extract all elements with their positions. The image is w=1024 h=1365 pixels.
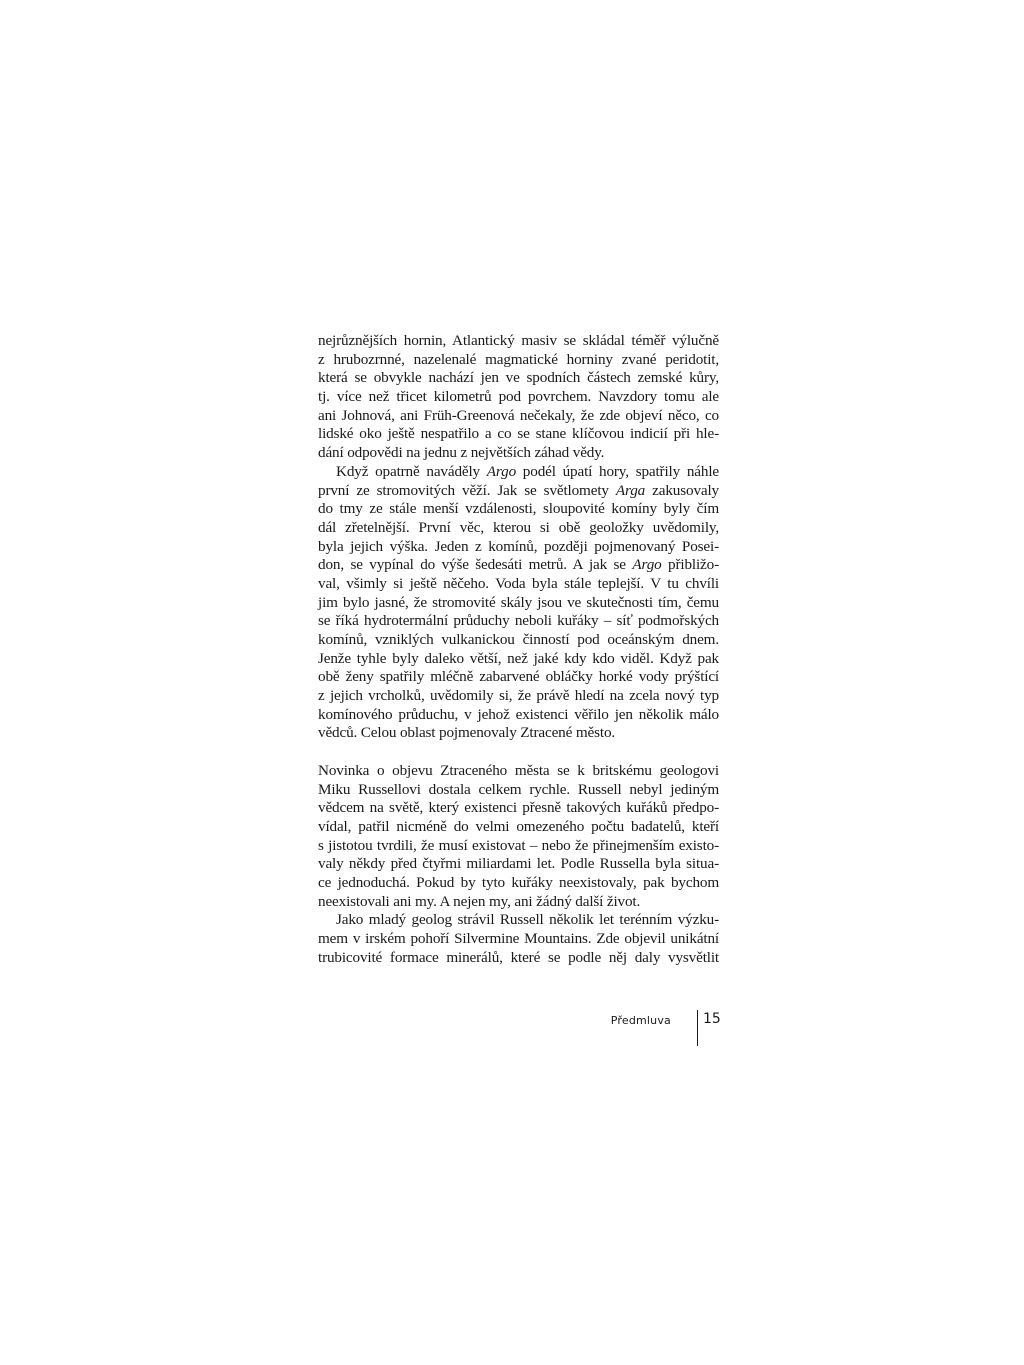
text-line <box>318 425 719 444</box>
text-segment: neexistovali ani my. A nejen my, ani žádný další život. <box>318 892 641 910</box>
text-segment: první ze stromovitých věží. Jak se světlomety <box>318 481 616 499</box>
paragraph <box>318 911 719 967</box>
text-segment: vědcem na světě, který existenci přesně takových kuřáků předpo- <box>318 799 719 817</box>
paragraph <box>318 463 719 743</box>
text-segment: nejrůznějších hornin, Atlantický masiv se skládal téměř výlučně <box>318 332 719 349</box>
text-segment: přibližo- <box>661 556 720 574</box>
text-segment: dál zřetelnější. První věc, kterou si obě geoložky uvědomily, <box>318 518 719 536</box>
paragraph <box>318 332 719 463</box>
page-number: 15 <box>703 1011 721 1027</box>
text-line <box>318 482 719 501</box>
text-line <box>318 781 719 800</box>
italic-text: Argo <box>486 462 517 480</box>
text-segment: ani Johnová, ani Früh-Greenová nečekaly, že zde objeví něco, co <box>318 406 719 424</box>
text-line <box>318 500 719 519</box>
text-line <box>318 874 719 893</box>
text-segment: mem v irském pohoří Silvermine Mountains. Zde objevil unikátní <box>318 930 719 947</box>
text-line <box>318 724 719 743</box>
text-line <box>318 762 719 781</box>
italic-text: Argo <box>632 556 662 574</box>
text-line <box>318 668 719 687</box>
text-segment: zakusovaly <box>645 481 719 499</box>
text-line <box>318 612 719 631</box>
text-segment: která se obvykle nachází jen ve spodních částech zemské kůry, <box>318 369 719 387</box>
text-segment: komínového průduchu, v jehož existenci věřilo jen několik málo <box>318 705 719 723</box>
text-line <box>318 388 719 407</box>
text-line <box>318 594 719 613</box>
text-line <box>318 930 719 949</box>
text-line <box>318 519 719 538</box>
text-line <box>318 407 719 426</box>
text-line <box>318 911 719 930</box>
text-segment: obě ženy spatřily mléčně zabarvené obláčky horké vody prýštící <box>318 668 719 686</box>
text-segment: Novinka o objevu Ztraceného města se k britskému geologovi <box>318 761 719 779</box>
text-segment: vídal, patřil nicméně do velmi omezeného počtu badatelů, kteří <box>318 817 719 835</box>
text-line <box>318 369 719 388</box>
text-line <box>318 631 719 650</box>
text-line <box>318 687 719 706</box>
text-segment: podél úpatí hory, spatřily náhle <box>516 462 719 480</box>
text-line <box>318 837 719 856</box>
text-segment: Miku Russellovi dostala celkem rychle. Russell nebyl jediným <box>318 780 719 798</box>
text-segment: jim bylo jasné, že stromovité skály jsou ve skutečnosti tím, čemu <box>318 593 719 611</box>
text-segment: ce jednoduchá. Pokud by tyto kuřáky neexistovaly, pak bychom <box>318 873 719 891</box>
text-segment: Jako mladý geolog strávil Russell několik let terénním výzku- <box>336 911 719 929</box>
text-line <box>318 444 719 463</box>
folio-divider <box>697 1010 698 1046</box>
text-segment: do tmy ze stále menší vzdálenosti, sloupovité komíny byly čím <box>318 500 719 518</box>
text-line <box>318 799 719 818</box>
body-text <box>318 332 719 967</box>
text-segment: se říká hydrotermální průduchy neboli kuřáky – síť podmořských <box>318 612 719 630</box>
text-line <box>318 706 719 725</box>
text-segment: z jejich vrcholků, uvědomily si, že právě hledí na zcela nový typ <box>318 687 719 705</box>
text-line <box>318 855 719 874</box>
text-line <box>318 538 719 557</box>
text-segment: Jenže tyhle byly daleko větší, než jaké kdy kdo viděl. Když pak <box>318 649 719 667</box>
text-line <box>318 650 719 669</box>
text-line <box>318 463 719 482</box>
text-line <box>318 818 719 837</box>
text-segment: s jistotou tvrdili, že musí existovat – nebo že přinejmenším existo- <box>318 836 719 854</box>
text-segment: valy někdy před čtyřmi miliardami let. Podle Russella byla situa- <box>318 855 719 873</box>
text-segment: trubicovité formace minerálů, které se podle něj daly vysvětlit <box>318 948 719 966</box>
text-segment: z hrubozrnné, nazelenalé magmatické horniny zvané peridotit, <box>318 350 719 368</box>
text-line <box>318 351 719 370</box>
text-segment: don, se vypínal do výše šedesáti metrů. A jak se <box>318 556 633 574</box>
paragraph <box>318 762 719 912</box>
text-line <box>318 575 719 594</box>
text-line <box>318 949 719 968</box>
text-segment: dání odpovědi na jednu z největších záhad vědy. <box>318 444 605 462</box>
paragraph-spacer <box>318 743 719 762</box>
text-line <box>318 332 719 351</box>
page-footer <box>560 1010 720 1046</box>
text-segment: vědců. Celou oblast pojmenovaly Ztracené město. <box>318 724 616 742</box>
text-segment: lidské oko ještě nespatřilo a co se stane klíčovou indicií při hle- <box>318 425 719 443</box>
text-segment: val, všimly si ještě něčeho. Voda byla stále teplejší. V tu chvíli <box>318 574 719 592</box>
text-line <box>318 556 719 575</box>
text-segment: Když opatrně naváděly <box>336 462 487 480</box>
text-line <box>318 893 719 912</box>
text-segment: tj. více než třicet kilometrů pod povrchem. Navzdory tomu ale <box>318 388 719 406</box>
running-head: Předmluva <box>610 1014 671 1027</box>
text-segment: byla jejich výška. Jeden z komínů, později pojmenovaný Posei- <box>318 537 719 555</box>
text-segment: komínů, vzniklých vulkanickou činností pod oceánským dnem. <box>318 631 719 648</box>
italic-text: Arga <box>615 481 646 499</box>
